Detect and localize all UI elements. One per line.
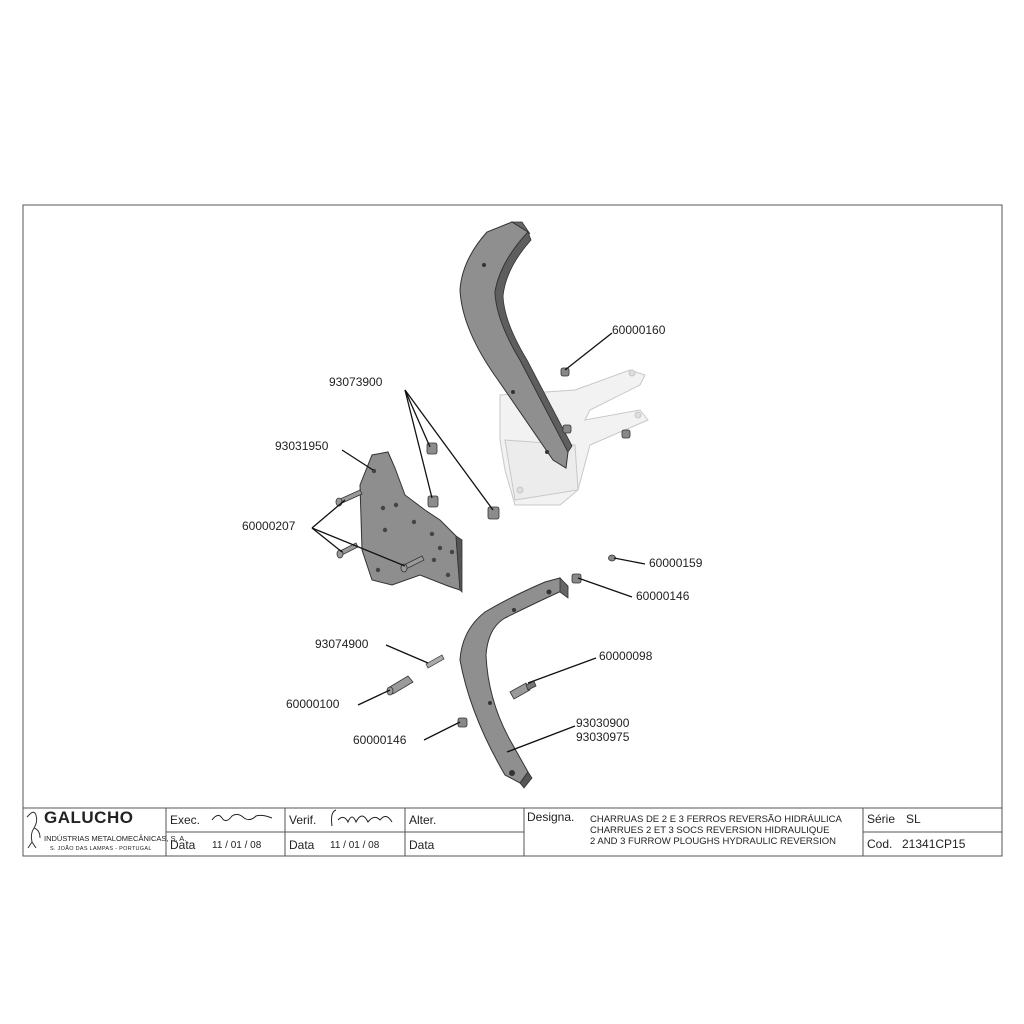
company-name: INDÚSTRIAS METALOMECÂNICAS, S. A. [44,834,187,843]
bolt-60000100 [387,676,413,695]
label-60000100: 60000100 [286,697,340,711]
label-60000146-top: 60000146 [636,589,690,603]
exec-signature [212,814,272,820]
company-place: S. JOÃO DAS LAMPAS - PORTUGAL [50,846,152,852]
label-93073900: 93073900 [329,375,383,389]
label-60000098: 60000098 [599,649,653,663]
data-label-2: Data [289,838,315,852]
bolt-60000098 [510,681,536,699]
designa-label: Designa. [527,810,575,824]
cod-value: 21341CP15 [902,837,966,851]
verif-signature [332,810,393,826]
data-value-1: 11 / 01 / 08 [212,840,262,851]
data-label-1: Data [170,838,196,852]
data-value-2: 11 / 01 / 08 [330,840,380,851]
designa-fr: CHARRUES 2 ET 3 SOCS REVERSION HIDRAULIQUE [590,825,830,836]
rooster-logo-icon [27,812,40,848]
pin-93074900 [426,655,444,668]
label-60000159: 60000159 [649,556,703,570]
label-60000146-bottom: 60000146 [353,733,407,747]
cod-label: Cod. [867,837,893,851]
label-93031950: 93031950 [275,439,329,453]
brand-name: GALUCHO [44,808,134,827]
label-60000207: 60000207 [242,519,296,533]
verif-label: Verif. [289,813,317,827]
designa-en: 2 AND 3 FURROW PLOUGHS HYDRAULIC REVERSION [590,836,836,847]
serie-label: Série [867,812,896,826]
lower-arm-part [460,578,568,788]
designa-pt: CHARRUAS DE 2 E 3 FERROS REVERSÃO HIDRÁULICA [590,814,842,825]
label-93030900: 93030900 [576,716,630,730]
exec-label: Exec. [170,813,201,827]
alter-label: Alter. [409,813,437,827]
data-label-3: Data [409,838,435,852]
bushes-93073900 [427,443,499,519]
serie-value: SL [906,812,921,826]
mounting-plate-part [360,452,462,592]
label-93074900: 93074900 [315,637,369,651]
label-60000160: 60000160 [612,323,666,337]
label-93030975: 93030975 [576,730,630,744]
